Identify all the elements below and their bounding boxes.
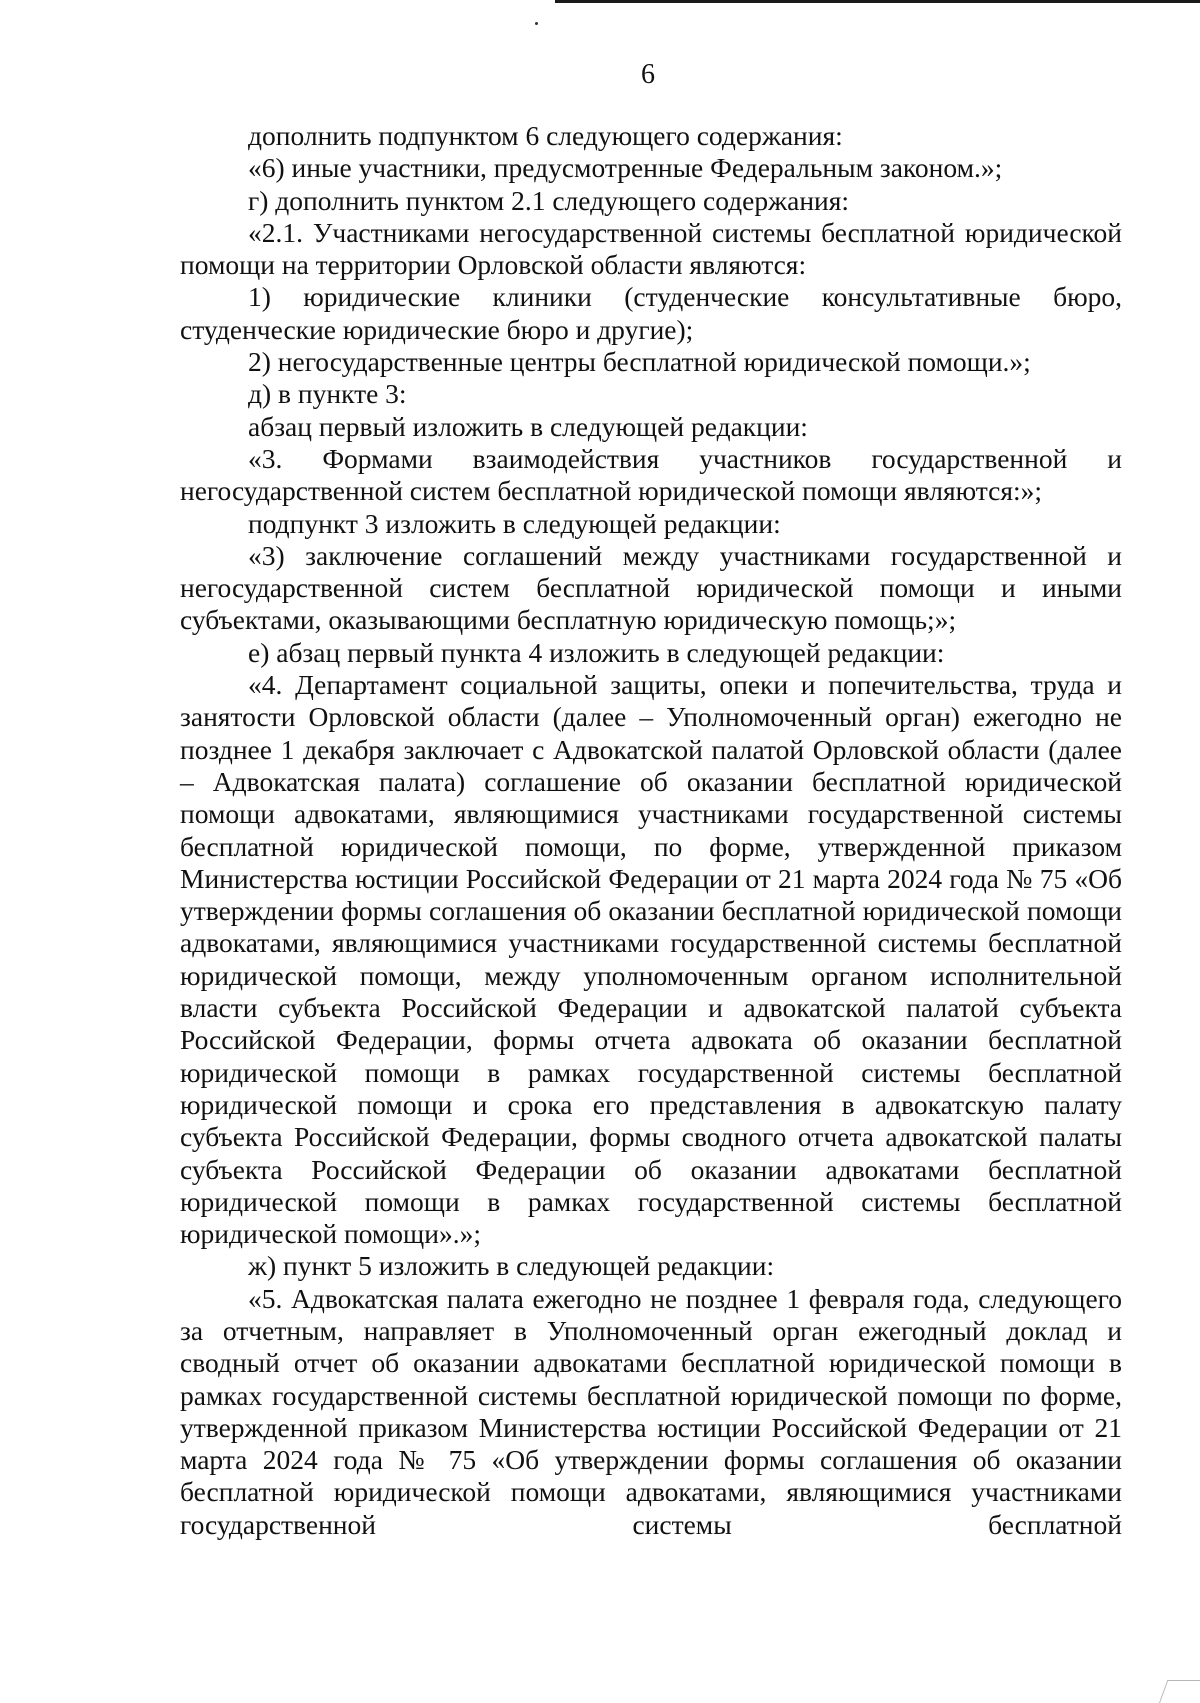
- paragraph: 1) юридические клиники (студенческие консультативные бюро, студенческие юридические бюро и другие);: [180, 281, 1122, 345]
- paragraph: 2) негосударственные центры бесплатной юридической помощи.»;: [248, 346, 1031, 378]
- paragraph: «3) заключение соглашений между участниками государственной и негосударственной систем бесплатной юридической помощи и иными субъектами, оказывающими бесплатную юридическую помощь;»;: [180, 539, 1122, 636]
- paragraph: «2.1. Участниками негосударственной системы бесплатной юридической помощи на территории Орловской области являются:: [180, 216, 1122, 281]
- paragraph: е) абзац первый пункта 4 изложить в следующей редакции:: [248, 636, 945, 668]
- page-number: 6: [641, 59, 655, 90]
- paragraph: дополнить подпунктом 6 следующего содержания:: [248, 120, 843, 151]
- paragraph: «5. Адвокатская палата ежегодно не позднее 1 февраля года, следующего за отчетным, направляет в Уполномоченный орган ежегодный доклад и сводный отчет об оказании адвокатами бесплатной юридической помощи в рамках государственной системы бесплатной юридической помощи по форме, утвержденной приказом Министерства юстиции Российской Федерации от 21 марта 2024 года № 75 «Об утверждении формы соглашения об оказании бесплатной юридической помощи адвокатами, являющимися участниками государственной системы бесплатной: [180, 1282, 1122, 1540]
- paragraph: «3. Формами взаимодействия участников государственной и негосударственной систем бесплатной юридической помощи являются:»;: [180, 442, 1122, 507]
- paragraph: г) дополнить пунктом 2.1 следующего содержания:: [248, 184, 850, 216]
- paragraph: д) в пункте 3:: [248, 378, 407, 410]
- paragraph: подпункт 3 изложить в следующей редакции:: [248, 507, 781, 539]
- paragraph: абзац первый изложить в следующей редакции:: [248, 410, 808, 442]
- paragraph: «4. Департамент социальной защиты, опеки и попечительства, труда и занятости Орловской области (далее – Уполномоченный орган) ежегодно не позднее 1 декабря заключает с Адвокатской палатой Орловской области (далее – Адвокатская палата) соглашение об оказании бесплатной юридической помощи адвокатами, являющимися участниками государственной системы бесплатной юридической помощи, по форме, утвержденной приказом Министерства юстиции Российской Федерации от 21 марта 2024 года № 75 «Об утверждении формы соглашения об оказании бесплатной юридической помощи адвокатами, являющимися участниками государственной системы бесплатной юридической помощи, между уполномоченным органом исполнительной власти субъекта Российской Федерации и адвокатской палатой субъекта Российской Федерации, формы отчета адвоката об оказании бесплатной юридической помощи в рамках государственной системы бесплатной юридической помощи и срока его представления в адвокатскую палату субъекта Российской Федерации, формы сводного отчета адвокатской палаты субъекта Российской Федерации об оказании адвокатами бесплатной юридической помощи в рамках государственной системы бесплатной юридической помощи».»;: [180, 669, 1122, 1250]
- paragraph: ж) пункт 5 изложить в следующей редакции:: [248, 1250, 775, 1282]
- paragraph: «6) иные участники, предусмотренные Федеральным законом.»;: [248, 152, 1003, 184]
- scan-corner-artifact: [1159, 1680, 1200, 1703]
- scan-top-edge-line: [555, 0, 1200, 3]
- scan-speck: [535, 22, 538, 25]
- document-body: [180, 120, 1122, 1541]
